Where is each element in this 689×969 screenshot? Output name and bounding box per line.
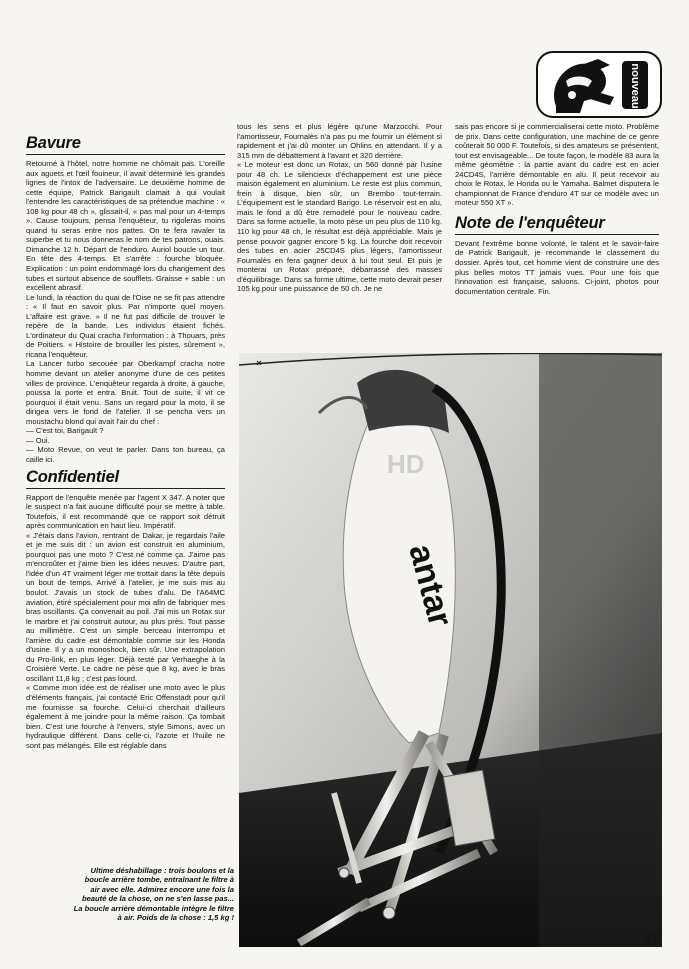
paragraph: « Le moteur est donc un Rotax, un 560 donné par l'usine pour 48 ch. Le silencieux d'échappement est une pièce maison également en aluminium. Le reste est plus commun, frein à disque, bien sûr, un Brembo tout-terrain. L'équipement est le standard Barigo. Le réservoir est en alu, mais le fond a dû être remodelé pour le nouveau cadre. Dans sa forme actuelle, la moto pèse un peu plus de 110 kg. 110 kg pour 48 ch, le résultat est déjà appréciable. Mais je pense pouvoir gagner encore 5 kg. La fourche doit recevoir des tubes en acier 25CD4S plus légers, l'amortisseur Fournalès en fera gagner deux à lui tout seul. Et puis je monterai un Rotax préparé, débarrassé des masses d'équilibrage. Dans sa forme ultime, cette moto devrait peser 105 kg pour une puissance de 50 ch. Je ne <box>237 160 442 294</box>
caption-line: beauté de la chose, on ne s'en lasse pas... <box>81 894 234 904</box>
nouveau-logo <box>536 51 662 118</box>
heading-note-enqueteur: Note de l'enquêteur <box>455 214 659 235</box>
paragraph: Rapport de l'enquête menée par l'agent X 347. A noter que le suspect n'a fait aucune difficulté pour se mettre à table. Toutefois, il est recommandé que ce rapport soit détruit après communication en haut lieu. Impératif. <box>26 492 225 531</box>
paragraph: Le lundi, la réaction du quai de l'Oise ne se fit pas attendre : « Il faut en savoir plus. Par n'importe quel moyen. L'affaire est grave. » Il ne fut pas difficile de trouver le repère de la bande. Les individus étaient fichés. L'ordinateur du Quai cracha l'information : à Thouars, près de Poitiers. « Histoire de brouiller les pistes, sûrement », ricana l'enquêteur. <box>26 292 225 359</box>
nouveau-label: nouveau <box>629 63 641 109</box>
column-2 <box>237 122 442 294</box>
page-number: 43 <box>644 932 658 946</box>
paragraph: sais pas encore si je commercialiserai cette moto. Problème de prix. Dans cette configuration, une machine de ce genre coûterait 50 000 F. Toutefois, si des amateurs se présentent, tout est envisageable... De toute façon, le modèle 83 aura la même géométrie : la partie avant du cadre est en acier 24CD4S, l'arrière démontable en alu. Il peut recevoir au choix le Rotax, le Honda ou le Yamaha. Balmet disputera le championnat de France d'enduro 4T sur ce modèle avec un moteur 550 XT ». <box>455 122 659 208</box>
paragraph: « Comme mon idée est de réaliser une moto avec le plus d'éléments français, j'ai contacté Eric Offenstadt pour qu'il me fournisse sa fourche. Celui-ci cherchait d'ailleurs également à me joindre pour la même raison. Ça tombait bien. C'est une fourche à l'envers, style Simons, avec un hydraulique différent. Dans celle-ci, l'azote et l'huile ne sont pas mélangés. Elle est réglable dans <box>26 683 225 750</box>
watermark-text: HD <box>387 449 425 479</box>
dialogue-line: — Moto Revue, on veut te parler. Dans ton bureau, ça caille ici. <box>26 445 225 464</box>
caption-line: La boucle arrière démontable intègre le filtre <box>73 903 234 913</box>
dialogue-line: — Oui. <box>26 435 50 445</box>
column-1 <box>26 134 225 750</box>
dialogue-line: — C'est toi, Barigault ? <box>26 426 104 436</box>
paragraph: tous les sens et plus légère qu'une Marzocchi. Pour l'amortisseur, Fournalès n'a pas pu me fournir un élément si rapidement et j'ai dû monter un Ohlins en attendant. Il y a 315 mm de débattement à l'avant et 320 derrière. <box>237 122 442 160</box>
paragraph: Devant l'extrême bonne volonté, le talent et le savoir-faire de Patrick Barigault, je recommande le classement du dossier. Après tout, cet homme vient de construire une des plus belles motos TT jamais vues. Pour une fois que l'innovation est française, saluons. Ci-joint, photos pour documentation centrale. Fin. <box>455 238 659 296</box>
paragraph: Retourné à l'hôtel, notre homme ne chômait pas. L'oreille aux aguets et l'œil fouineur, il avait déterminé les grandes lignes de l'intox de l'adversaire. Le deuxième homme de cette équipe, Patrick Barigault clamait à qui voulait l'entendre les caractéristiques de sa prétendue machine : « 108 kg pour 48 ch », glissait-il, « pas mal pour un 4-temps ». Cause toujours, pensa l'enquêteur, tu rigoleras moins quand tu seras entre nos pattes. On te fera ravaler ta superbe et tu nous donneras le nom de tes patrons, ouais. Dimanche 12 h. Départ de l'enduro. Auriol boucle un tour. En tête des 4-temps. Et s'arrête : fourche bloquée. Explication : un point endommagé lors du changement des tubes et surtout absence de soufflets. Graisse + sable : un excellent abrasif. <box>26 159 225 293</box>
paragraph: La Lancer turbo secouée par Oberkampf cracha notre homme devant un atelier anonyme d'une de ces petites villes de province. L'enquêteur regarda à droite, à gauche, poussa la porte et entra. Bruit. Tout de suite, il vit ce pourquoi il était venu. Sans un regard pour la moto, il se dirigea vers le fond de l'atelier. Il se pencha vers un moustachu blond qui avait l'air du chef : <box>26 359 225 426</box>
frame-photo-illustration <box>239 353 662 947</box>
heading-confidentiel: Confidentiel <box>26 468 225 489</box>
rider-helmet-icon <box>536 51 662 118</box>
heading-bavure: Bavure <box>26 134 225 155</box>
column-3 <box>455 122 659 296</box>
caption-line: à air. Poids de la chose : 1,5 kg ! <box>117 913 234 923</box>
tank-lettering: antar <box>401 540 460 631</box>
caption-line: Ultime déshabillage : trois boulons et la <box>90 866 234 875</box>
caption-line: boucle arrière tombe, entraînant le filtre à <box>84 875 234 885</box>
caption-line: air avec elle. Admirez encore une fois la <box>90 884 234 894</box>
paragraph: « J'étais dans l'avion, rentrant de Dakar, je regardais l'aile et je me suis dit : un avion est construit en aluminium, pourquoi pas une moto ? C'est né comme ça. J'aime pas m'encroûter et j'aime bien les idées neuves. D'autre part, l'idée d'un 4T vraiment léger me trottait dans la tête depuis un bout de temps. Arrivé à l'atelier, je me suis mis au boulot. J'avais un stock de tubes d'alu. De l'A64MC aviation, étiré spécialement pour moi afin de fabriquer mes bras oscillants. Ça convenait au poil. J'ai mis un Rotax sur le marbre et j'ai construit autour, au plus près. Tout passe au millimètre. C'est un simple berceau interrompu et l'arrière du cadre est démontable comme sur les Honda d'usine. Il y a un monoshock, bien sûr. Une extrapolation du Pro-link, en plus léger. Déjà testé par Verhaeghe à la Croisière Verte. Le cadre ne pèse que 8 kg, avec le bras oscillant 11,8 kg ; c'est pas lourd. <box>26 530 225 683</box>
photo-caption <box>24 866 234 922</box>
motorcycle-frame-photo <box>239 353 662 947</box>
